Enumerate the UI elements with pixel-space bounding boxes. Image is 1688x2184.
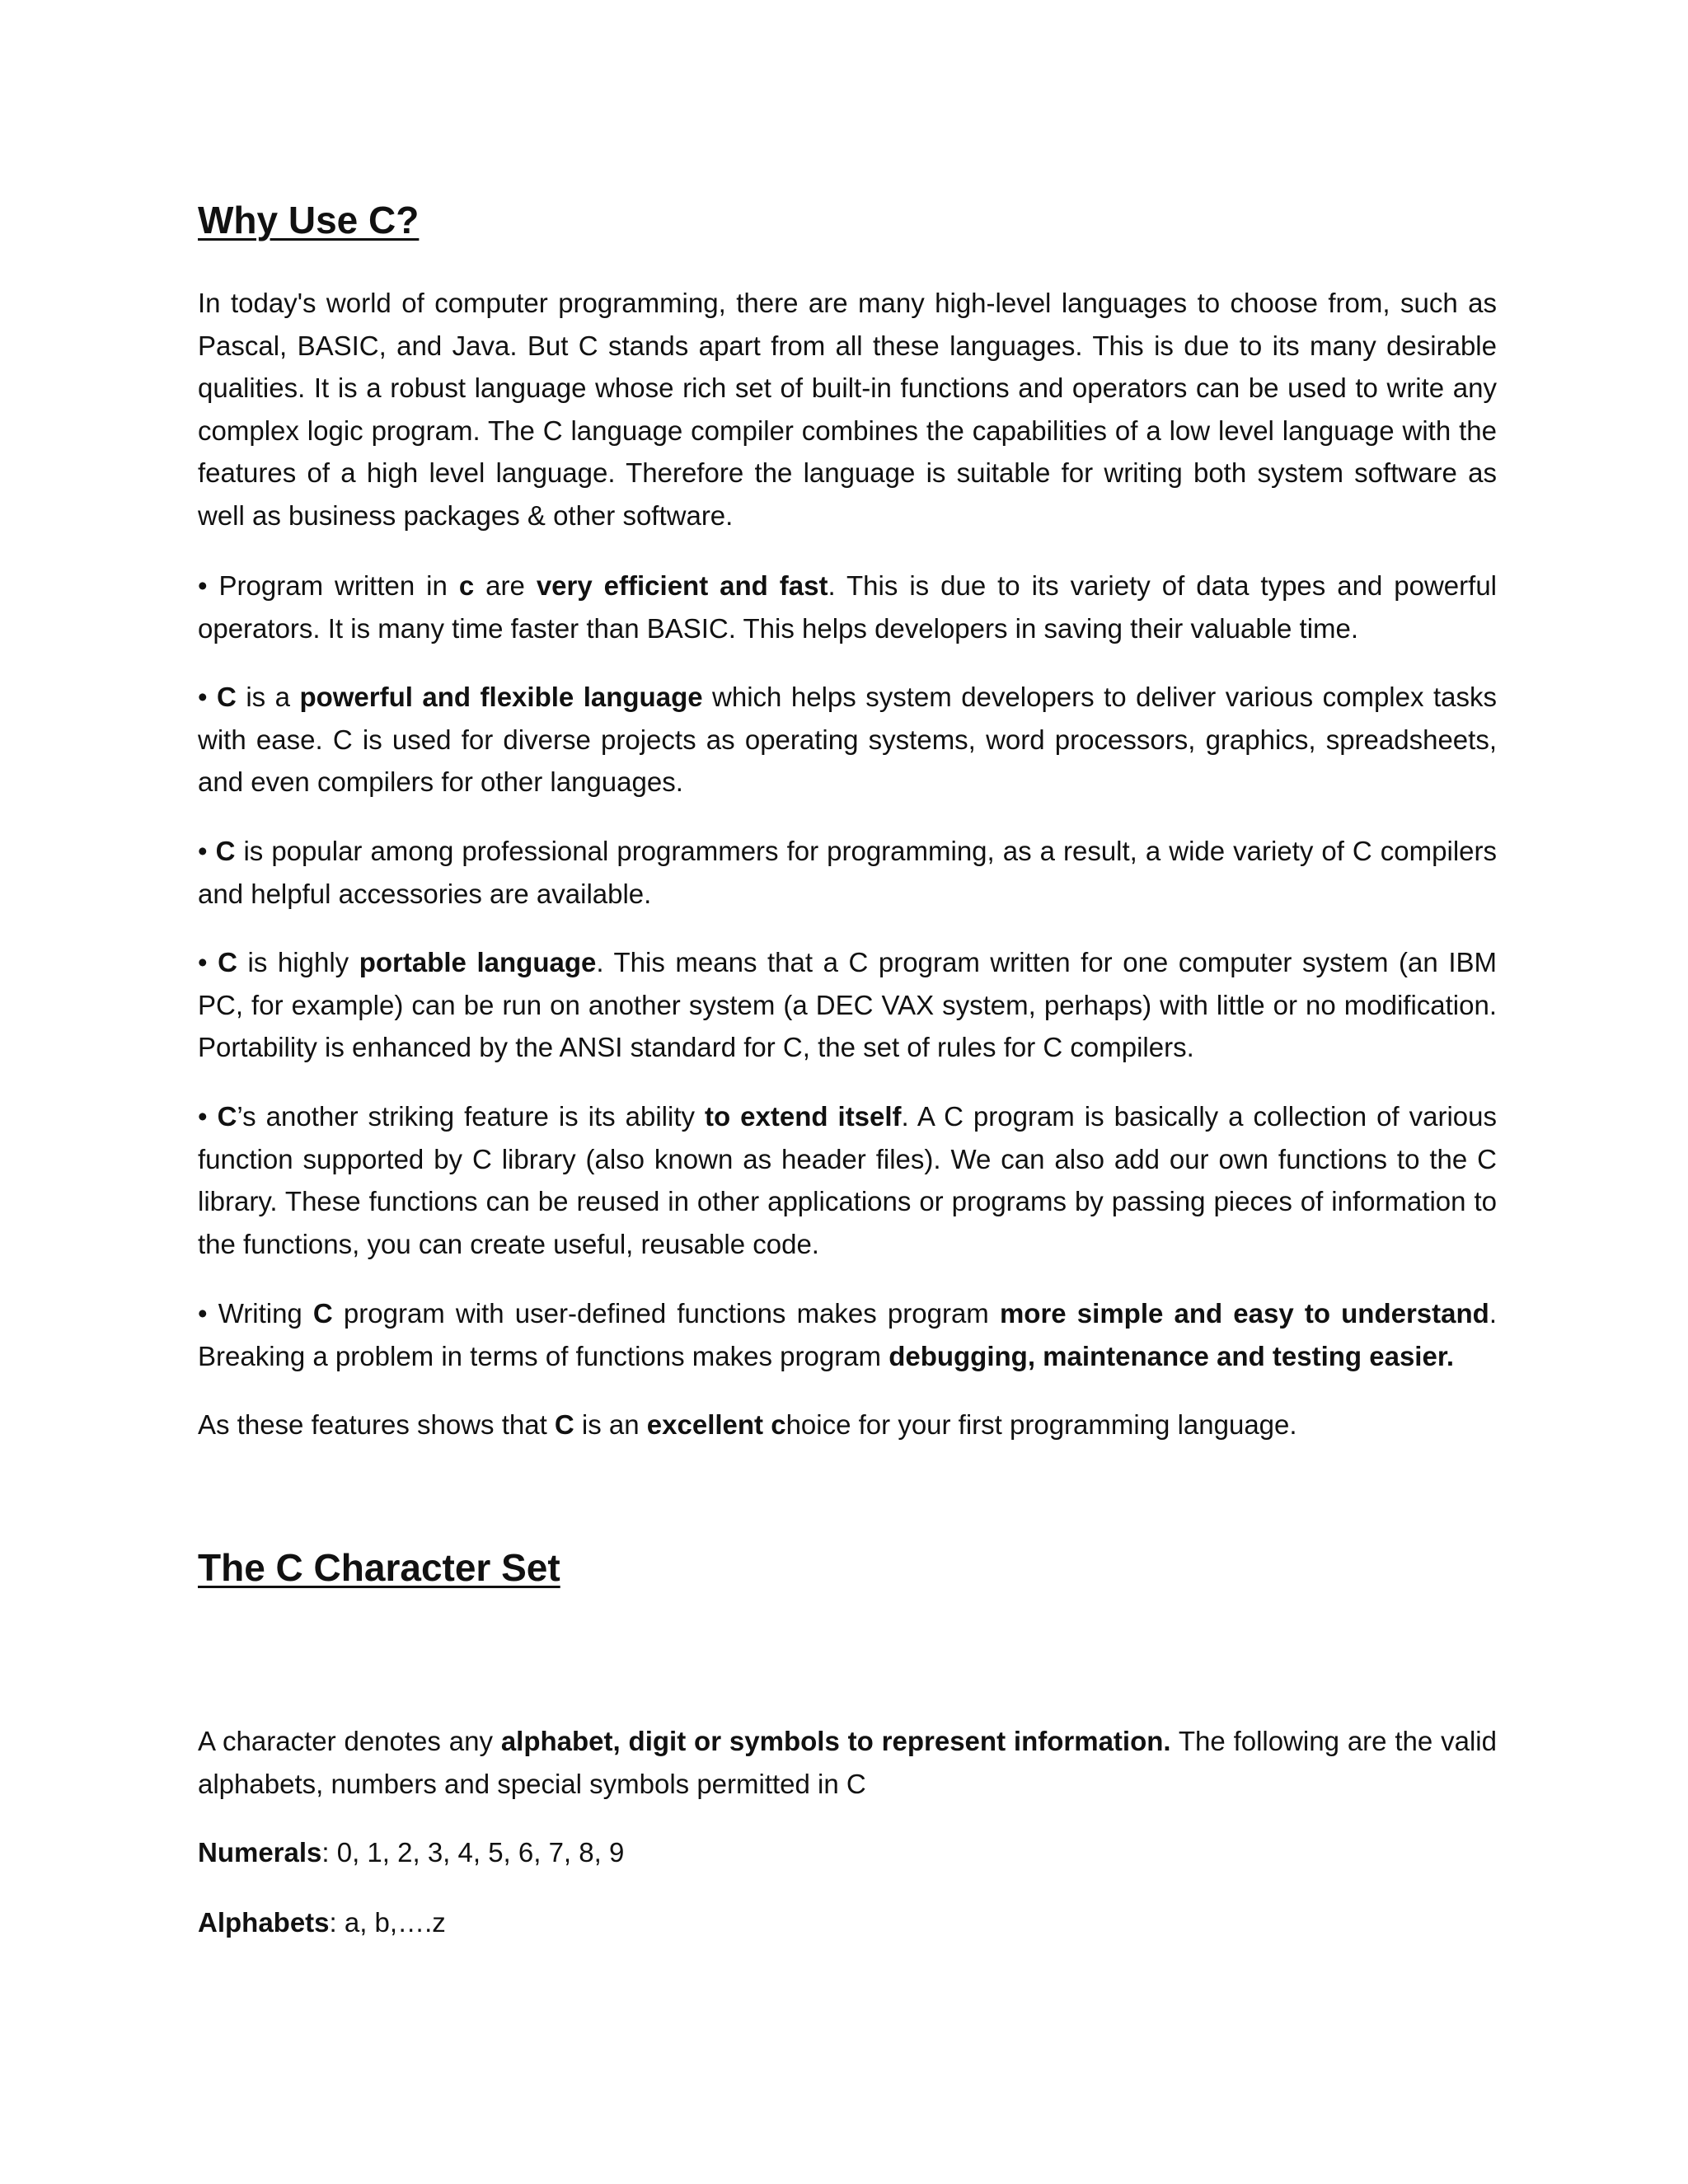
section-heading-why-use-c: Why Use C?	[198, 199, 420, 241]
bold-text: more simple and easy to understand	[999, 1298, 1489, 1329]
numerals-label: Numerals	[198, 1837, 322, 1868]
text: is highly	[237, 947, 359, 977]
text: . This is due to its variety of data types and powerful operators. It is many time faster than BASIC. This helps developers in saving their valuable time.	[198, 570, 1497, 644]
text: • Program written in	[198, 570, 459, 601]
bold-text: c	[458, 570, 475, 601]
text: . Breaking a problem in terms of functions makes program	[198, 1298, 1497, 1371]
text: •	[198, 1101, 218, 1132]
text: . A C program is basically a collection of various function supported by C library (also known as header files). We can also add our own functions to the C library. These functions can be reused in other applications or programs by passing pieces of information to the functions, you can create useful, reusable code.	[198, 1101, 1497, 1259]
bold-text: C	[554, 1409, 574, 1440]
text: •	[198, 836, 216, 866]
bullet-functions	[198, 1292, 1497, 1377]
intro-paragraph: In today's world of computer programming, there are many high-level languages to choose from, such as Pascal, BASIC, and Java. But C stands apart from all these languages. This is due to its many desirable qualities. It is a robust language whose rich set of built-in functions and operators can be used to write any complex logic program. The C language compiler combines the capabilities of a low level language with the features of a high level language. Therefore the language is suitable for writing both system software as well as business packages & other software.	[198, 288, 1497, 531]
text: A character denotes any	[198, 1726, 501, 1756]
section-heading-character-set: The C Character Set	[198, 1546, 560, 1589]
bullet-extend	[198, 1095, 1497, 1265]
alphabets-line	[198, 1901, 1497, 1944]
bold-text: portable language	[359, 947, 597, 977]
text: program with user-defined functions makes program	[332, 1298, 1000, 1329]
alphabets-value: : a, b,….z	[329, 1907, 446, 1938]
bullet-popular	[198, 830, 1497, 915]
text: As these features shows that	[198, 1409, 555, 1440]
numerals-value: : 0, 1, 2, 3, 4, 5, 6, 7, 8, 9	[321, 1837, 625, 1868]
text: hoice for your first programming language.	[785, 1409, 1297, 1440]
bold-text: to extend itself	[705, 1101, 902, 1132]
text: •	[198, 947, 218, 977]
bullet-powerful	[198, 676, 1497, 804]
bold-text: excellent c	[646, 1409, 786, 1440]
bold-text: debugging, maintenance and testing easier.	[889, 1340, 1455, 1371]
bold-text: very efficient and fast	[536, 570, 828, 601]
text: which helps system developers to deliver various complex tasks with ease. C is used for diverse projects as operating systems, word processors, graphics, spreadsheets, and even compilers for other languages.	[198, 682, 1497, 797]
conclusion-paragraph	[198, 1404, 1497, 1446]
bullet-portable	[198, 941, 1497, 1069]
text: are	[474, 570, 537, 601]
bullet-efficient	[198, 565, 1497, 649]
bold-text: C	[218, 947, 237, 977]
text: •	[198, 682, 218, 712]
text: is an	[574, 1409, 647, 1440]
bold-text: C	[217, 1101, 237, 1132]
numerals-line	[198, 1831, 1497, 1874]
character-set-intro	[198, 1720, 1497, 1805]
bold-text: C	[312, 1298, 333, 1329]
text: is a	[236, 682, 300, 712]
alphabets-label: Alphabets	[198, 1907, 330, 1938]
text: • Writing	[198, 1298, 313, 1329]
text: is popular among professional programmers for programming, as a result, a wide variety of C compilers and helpful accessories are available.	[198, 836, 1497, 909]
bold-text: alphabet, digit or symbols to represent information.	[500, 1726, 1171, 1756]
bold-text: C	[215, 836, 236, 866]
text: . This means that a C program written for one computer system (an IBM PC, for example) can be run on another system (a DEC VAX system, perhaps) with little or no modification. Portability is enhanced by the ANSI standard for C, the set of rules for C compilers.	[198, 947, 1497, 1062]
bold-text: C	[217, 682, 237, 712]
text: ’s another striking feature is its ability	[237, 1101, 706, 1132]
text: The following are the valid alphabets, numbers and special symbols permitted in C	[198, 1726, 1497, 1799]
bold-text: powerful and flexible language	[299, 682, 703, 712]
